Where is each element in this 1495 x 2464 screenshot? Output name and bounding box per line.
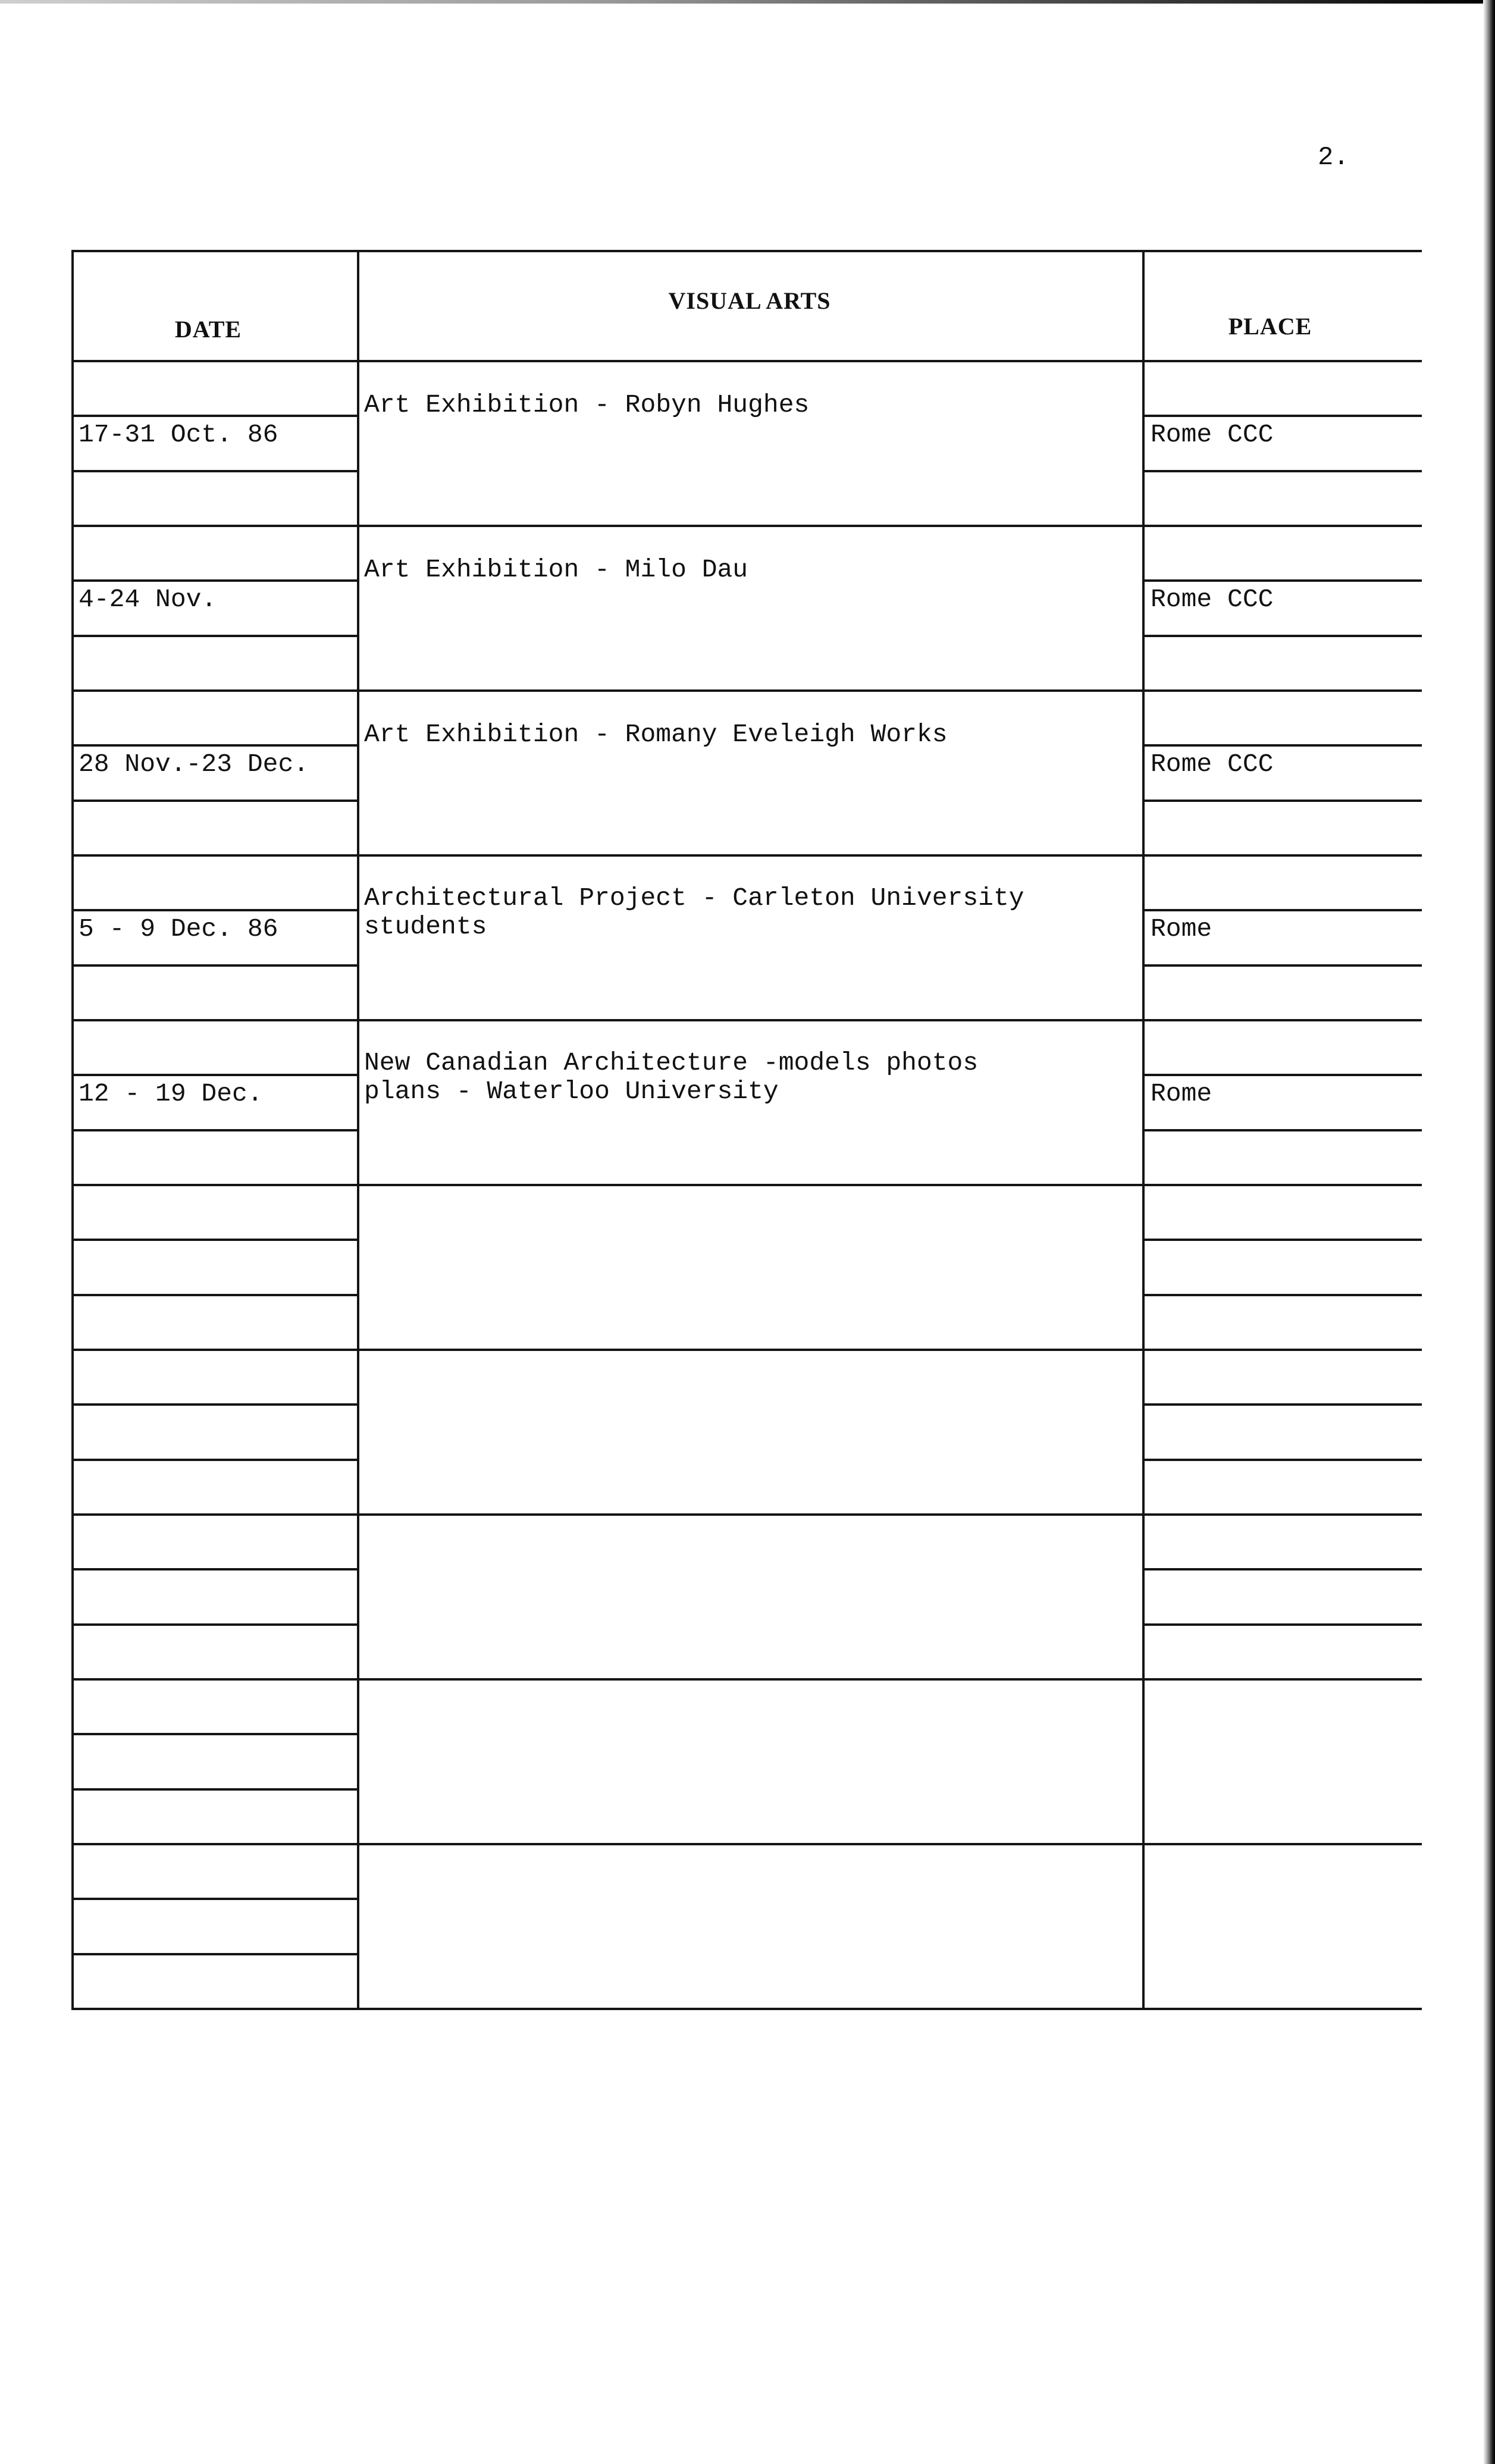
activity-cell: New Canadian Architecture -models photos plans - Waterloo University bbox=[364, 1048, 979, 1106]
date-sub-rule bbox=[71, 1294, 357, 1296]
row-bottom-rule bbox=[71, 1678, 1422, 1681]
place-sub-rule bbox=[1142, 415, 1422, 417]
row-bottom-rule bbox=[71, 689, 1422, 692]
date-sub-rule bbox=[71, 1953, 357, 1955]
date-sub-rule bbox=[71, 1459, 357, 1461]
date-sub-rule bbox=[71, 1568, 357, 1570]
date-sub-rule bbox=[71, 1898, 357, 1900]
place-sub-rule bbox=[1142, 744, 1422, 747]
scan-top-edge bbox=[0, 0, 1495, 4]
date-column-header: DATE bbox=[174, 316, 242, 343]
date-sub-rule bbox=[71, 1403, 357, 1406]
date-sub-rule bbox=[71, 1788, 357, 1791]
date-cell: 5 - 9 Dec. 86 bbox=[79, 914, 278, 944]
place-cell: Rome CCC bbox=[1151, 585, 1274, 615]
activity-cell: Art Exhibition - Milo Dau bbox=[364, 555, 748, 584]
date-sub-rule bbox=[71, 1733, 357, 1735]
scan-right-edge bbox=[1483, 0, 1495, 2464]
date-cell: 28 Nov.-23 Dec. bbox=[79, 750, 309, 779]
date-sub-rule bbox=[71, 909, 357, 911]
date-sub-rule bbox=[71, 579, 357, 582]
row-bottom-rule bbox=[71, 1843, 1422, 1845]
place-column-header: PLACE bbox=[1228, 313, 1312, 340]
activity-cell: Art Exhibition - Robyn Hughes bbox=[364, 390, 810, 419]
date-sub-rule bbox=[71, 635, 357, 637]
date-sub-rule bbox=[71, 744, 357, 747]
header-bottom-rule bbox=[71, 360, 1422, 362]
row-bottom-rule bbox=[71, 1349, 1422, 1351]
activity-cell: Art Exhibition - Romany Eveleigh Works bbox=[364, 720, 948, 749]
place-sub-rule bbox=[1142, 470, 1422, 472]
place-sub-rule bbox=[1142, 579, 1422, 582]
place-sub-rule bbox=[1142, 1568, 1422, 1570]
place-sub-rule bbox=[1142, 1239, 1422, 1241]
page-number: 2. bbox=[1318, 143, 1349, 173]
place-sub-rule bbox=[1142, 1294, 1422, 1296]
row-bottom-rule bbox=[71, 525, 1422, 527]
place-sub-rule bbox=[1142, 964, 1422, 967]
place-sub-rule bbox=[1142, 1074, 1422, 1076]
date-sub-rule bbox=[71, 470, 357, 472]
visual-arts-column-header: VISUAL ARTS bbox=[668, 287, 831, 314]
row-bottom-rule bbox=[71, 1184, 1422, 1186]
date-sub-rule bbox=[71, 964, 357, 967]
place-sub-rule bbox=[1142, 800, 1422, 802]
row-bottom-rule bbox=[71, 854, 1422, 857]
row-bottom-rule bbox=[71, 1513, 1422, 1516]
place-cell: Rome bbox=[1151, 914, 1212, 944]
place-cell: Rome CCC bbox=[1151, 750, 1274, 779]
date-sub-rule bbox=[71, 800, 357, 802]
place-sub-rule bbox=[1142, 909, 1422, 911]
place-sub-rule bbox=[1142, 1623, 1422, 1626]
place-cell: Rome bbox=[1151, 1079, 1212, 1109]
date-activity-divider bbox=[357, 250, 359, 2009]
date-sub-rule bbox=[71, 1129, 357, 1131]
place-sub-rule bbox=[1142, 1403, 1422, 1406]
place-sub-rule bbox=[1142, 635, 1422, 637]
date-sub-rule bbox=[71, 1239, 357, 1241]
place-cell: Rome CCC bbox=[1151, 420, 1274, 450]
row-bottom-rule bbox=[71, 2008, 1422, 2010]
activity-cell: Architectural Project - Carleton University students bbox=[364, 883, 1024, 941]
table-top-rule bbox=[71, 250, 1422, 252]
place-sub-rule bbox=[1142, 1459, 1422, 1461]
date-sub-rule bbox=[71, 1074, 357, 1076]
date-cell: 17-31 Oct. 86 bbox=[79, 420, 278, 450]
place-sub-rule bbox=[1142, 1129, 1422, 1131]
date-sub-rule bbox=[71, 415, 357, 417]
date-cell: 12 - 19 Dec. bbox=[79, 1079, 263, 1109]
row-bottom-rule bbox=[71, 1019, 1422, 1021]
date-cell: 4-24 Nov. bbox=[79, 585, 217, 615]
date-sub-rule bbox=[71, 1623, 357, 1626]
